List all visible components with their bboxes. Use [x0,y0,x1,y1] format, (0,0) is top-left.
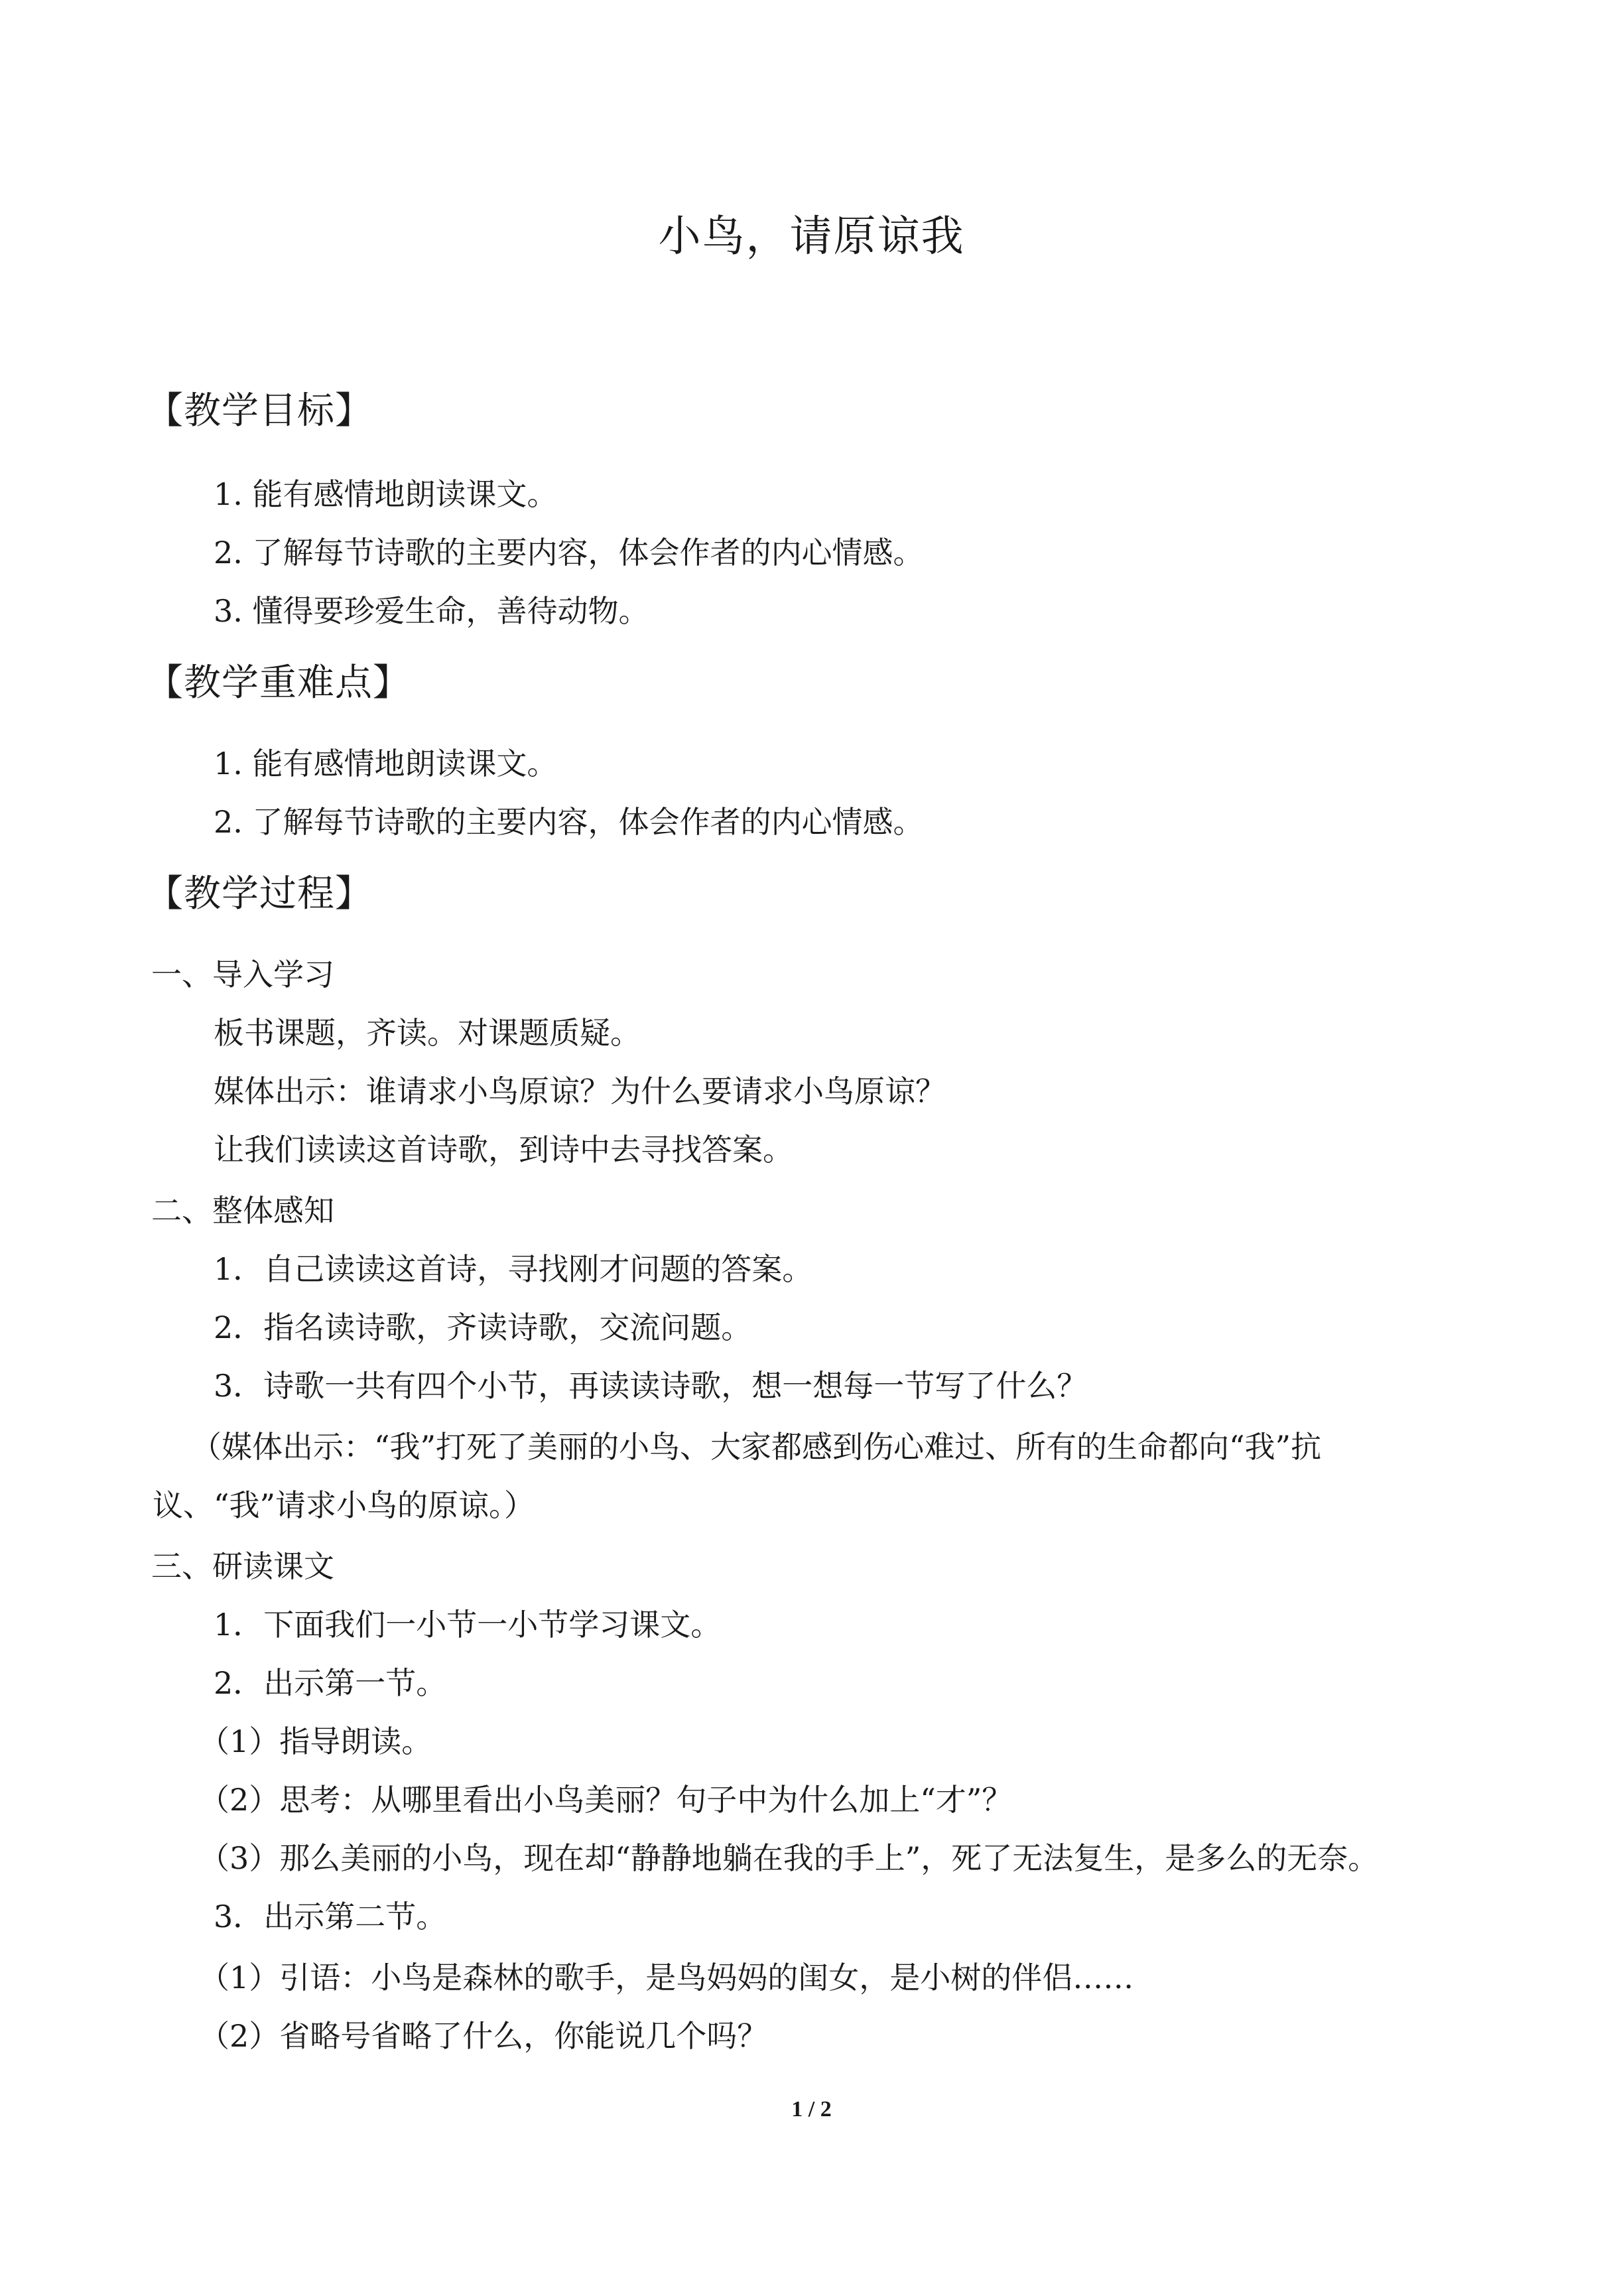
process-sub-line: （3）那么美丽的小鸟，现在却“静静地躺在我的手上”，死了无法复生，是多么的无奈。 [199,1840,1379,1876]
section-heading-process: 【教学过程】 [146,872,373,915]
section-heading-goals: 【教学目标】 [146,389,373,433]
page-indicator: 1 / 2 [791,2097,832,2122]
process-line: 板书课题，齐读。对课题质疑。 [214,1015,641,1051]
process-sub-line: （2）思考：从哪里看出小鸟美丽？句子中为什么加上“才”？ [199,1782,1013,1818]
process-part-label: 一、导入学习 [151,957,334,992]
key-point-item: 2. 了解每节诗歌的主要内容，体会作者的内心情感。 [214,804,924,840]
goal-item: 1. 能有感情地朗读课文。 [214,476,558,512]
process-line: 1．自己读读这首诗，寻找刚才问题的答案。 [214,1251,813,1287]
process-line: 媒体出示：谁请求小鸟原谅？为什么要请求小鸟原谅？ [214,1073,946,1109]
process-line: 1．下面我们一小节一小节学习课文。 [214,1607,722,1643]
process-sub-line: （2）省略号省略了什么，你能说几个吗？ [199,2018,768,2054]
process-sub-line: （1）引语：小鸟是森林的歌手，是鸟妈妈的闺女，是小树的伴侣…… [199,1960,1134,1995]
process-part-label: 二、整体感知 [151,1193,334,1229]
key-point-item: 1. 能有感情地朗读课文。 [214,746,558,781]
process-part-label: 三、研读课文 [151,1548,334,1584]
process-note-line: （媒体出示：“我”打死了美丽的小鸟、大家都感到伤心难过、所有的生命都向“我”抗 [191,1429,1322,1465]
section-heading-key-points: 【教学重难点】 [146,661,411,705]
goal-item: 3. 懂得要珍爱生命，善待动物。 [214,593,649,629]
process-note-line: 议、“我”请求小鸟的原谅。） [153,1487,535,1523]
process-sub-line: （1）指导朗读。 [199,1723,432,1759]
process-line: 让我们读读这首诗歌，到诗中去寻找答案。 [214,1132,793,1168]
process-line: 2．指名读诗歌，齐读诗歌，交流问题。 [214,1310,752,1345]
process-line: 3．诗歌一共有四个小节，再读读诗歌，想一想每一节写了什么？ [214,1368,1088,1404]
process-line: 3．出示第二节。 [214,1899,447,1934]
page-title: 小鸟，请原谅我 [658,212,965,261]
process-line: 2．出示第一节。 [214,1665,447,1701]
goal-item: 2. 了解每节诗歌的主要内容，体会作者的内心情感。 [214,535,924,571]
